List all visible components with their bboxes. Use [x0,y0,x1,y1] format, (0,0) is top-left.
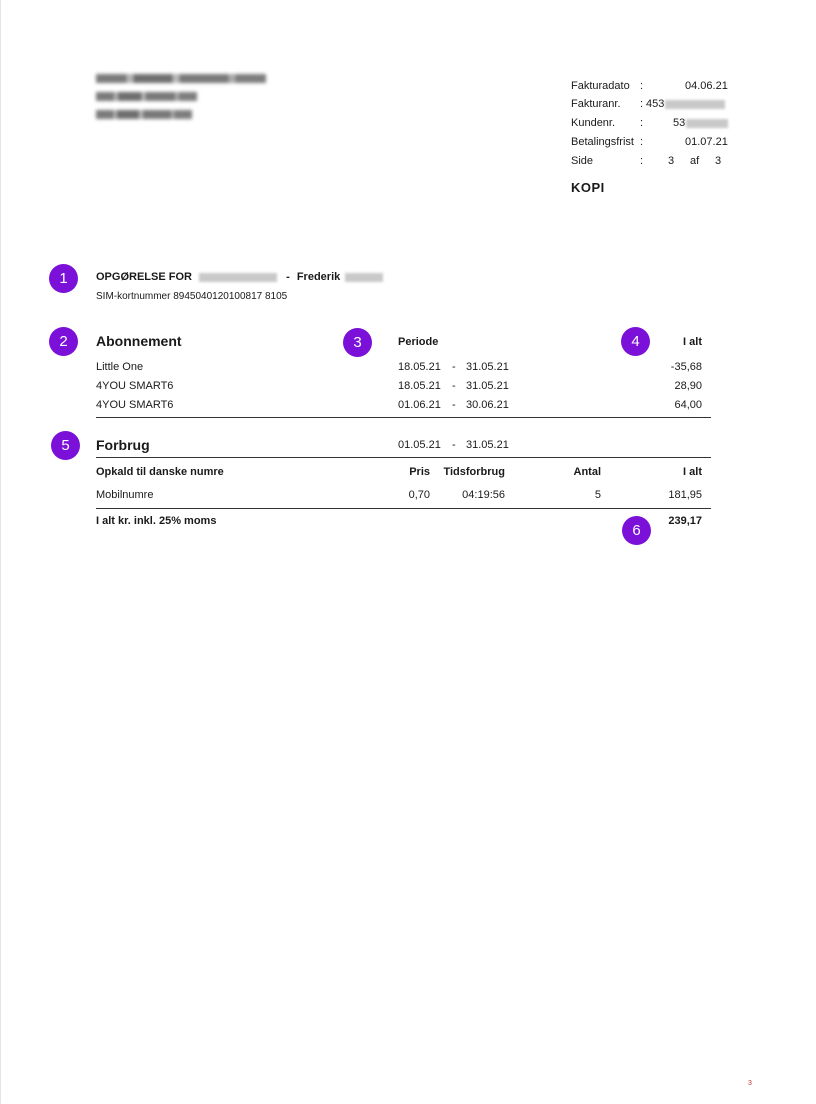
meta-sep-due-date: : [640,136,644,148]
page-current: 3 [668,155,675,167]
usage-period-dash: - [452,439,456,451]
page-of: af [690,155,700,167]
period-from: 18.05.21 [398,361,441,373]
address-line-1 [96,74,266,83]
subscription-divider [96,417,711,418]
badge-2: 2 [49,327,78,356]
redacted-last-name [345,273,383,282]
statement-title [96,271,383,283]
badge-6: 6 [622,516,651,545]
usage-price: 0,70 [408,489,430,501]
period-dash: - [452,361,456,373]
usage-total: 181,95 [668,489,702,501]
invoice-date: 04.06.21 [685,80,728,92]
redacted-invoice-number [665,100,725,109]
count-header: Antal [573,466,601,478]
page-edge [0,0,1,1104]
badge-1: 1 [49,264,78,293]
usage-period-from: 01.05.21 [398,439,441,451]
usage-total-header: I alt [683,466,702,478]
sim-number: SIM-kortnummer 8945040120100817 8105 [96,291,288,302]
badge-5: 5 [51,431,80,460]
subscription-amount: -35,68 [670,361,702,373]
total-divider [96,508,711,509]
usage-name: Mobilnumre [96,489,154,501]
meta-label-customer-no: Kundenr. [571,117,616,129]
period-from: 18.05.21 [398,380,441,392]
address-line-3 [96,110,192,119]
subscription-name: 4YOU SMART6 [96,399,174,411]
footer-page-number: 3 [748,1080,752,1087]
subscription-amount: 28,90 [674,380,702,392]
badge-3: 3 [343,328,372,357]
subscription-title: Abonnement [96,333,182,349]
invoice-number: 453 [646,98,725,110]
address-line-2 [96,92,197,101]
meta-sep-invoice-no: : [640,98,644,110]
statement-name: Frederik [296,271,341,283]
price-header: Pris [409,466,430,478]
period-to: 31.05.21 [466,380,509,392]
page-total: 3 [715,155,722,167]
subscription-amount: 64,00 [674,399,702,411]
meta-label-page: Side [571,155,594,167]
usage-count: 5 [594,489,601,501]
grand-total-value: 239,17 [668,515,702,527]
usage-period-to: 31.05.21 [466,439,509,451]
statement-title-dash: - [286,271,290,283]
usage-category-header: Opkald til danske numre [96,466,224,478]
period-header: Periode [398,336,439,348]
customer-number: 53 [673,117,728,129]
copy-label: KOPI [571,180,605,195]
usage-header-divider [96,457,711,458]
meta-sep-page: : [640,155,644,167]
usage-title: Forbrug [96,437,150,453]
subscription-name: Little One [96,361,144,373]
meta-label-invoice-no: Fakturanr. [571,98,621,110]
meta-label-due-date: Betalingsfrist [571,136,634,148]
period-to: 30.06.21 [466,399,509,411]
period-to: 31.05.21 [466,361,509,373]
period-dash: - [452,399,456,411]
subscription-name: 4YOU SMART6 [96,380,174,392]
subscription-total-header: I alt [683,336,702,348]
usage-duration: 04:19:56 [462,489,505,501]
period-from: 01.06.21 [398,399,441,411]
redacted-surname [199,273,277,282]
badge-4: 4 [621,327,650,356]
statement-title-prefix: OPGØRELSE FOR [96,271,192,283]
due-date: 01.07.21 [685,136,728,148]
duration-header: Tidsforbrug [443,466,505,478]
period-dash: - [452,380,456,392]
meta-sep-date: : [640,80,644,92]
redacted-customer-number [686,119,728,128]
meta-sep-customer-no: : [640,117,644,129]
grand-total-label: I alt kr. inkl. 25% moms [96,515,217,527]
meta-label-date: Fakturadato [571,80,630,92]
